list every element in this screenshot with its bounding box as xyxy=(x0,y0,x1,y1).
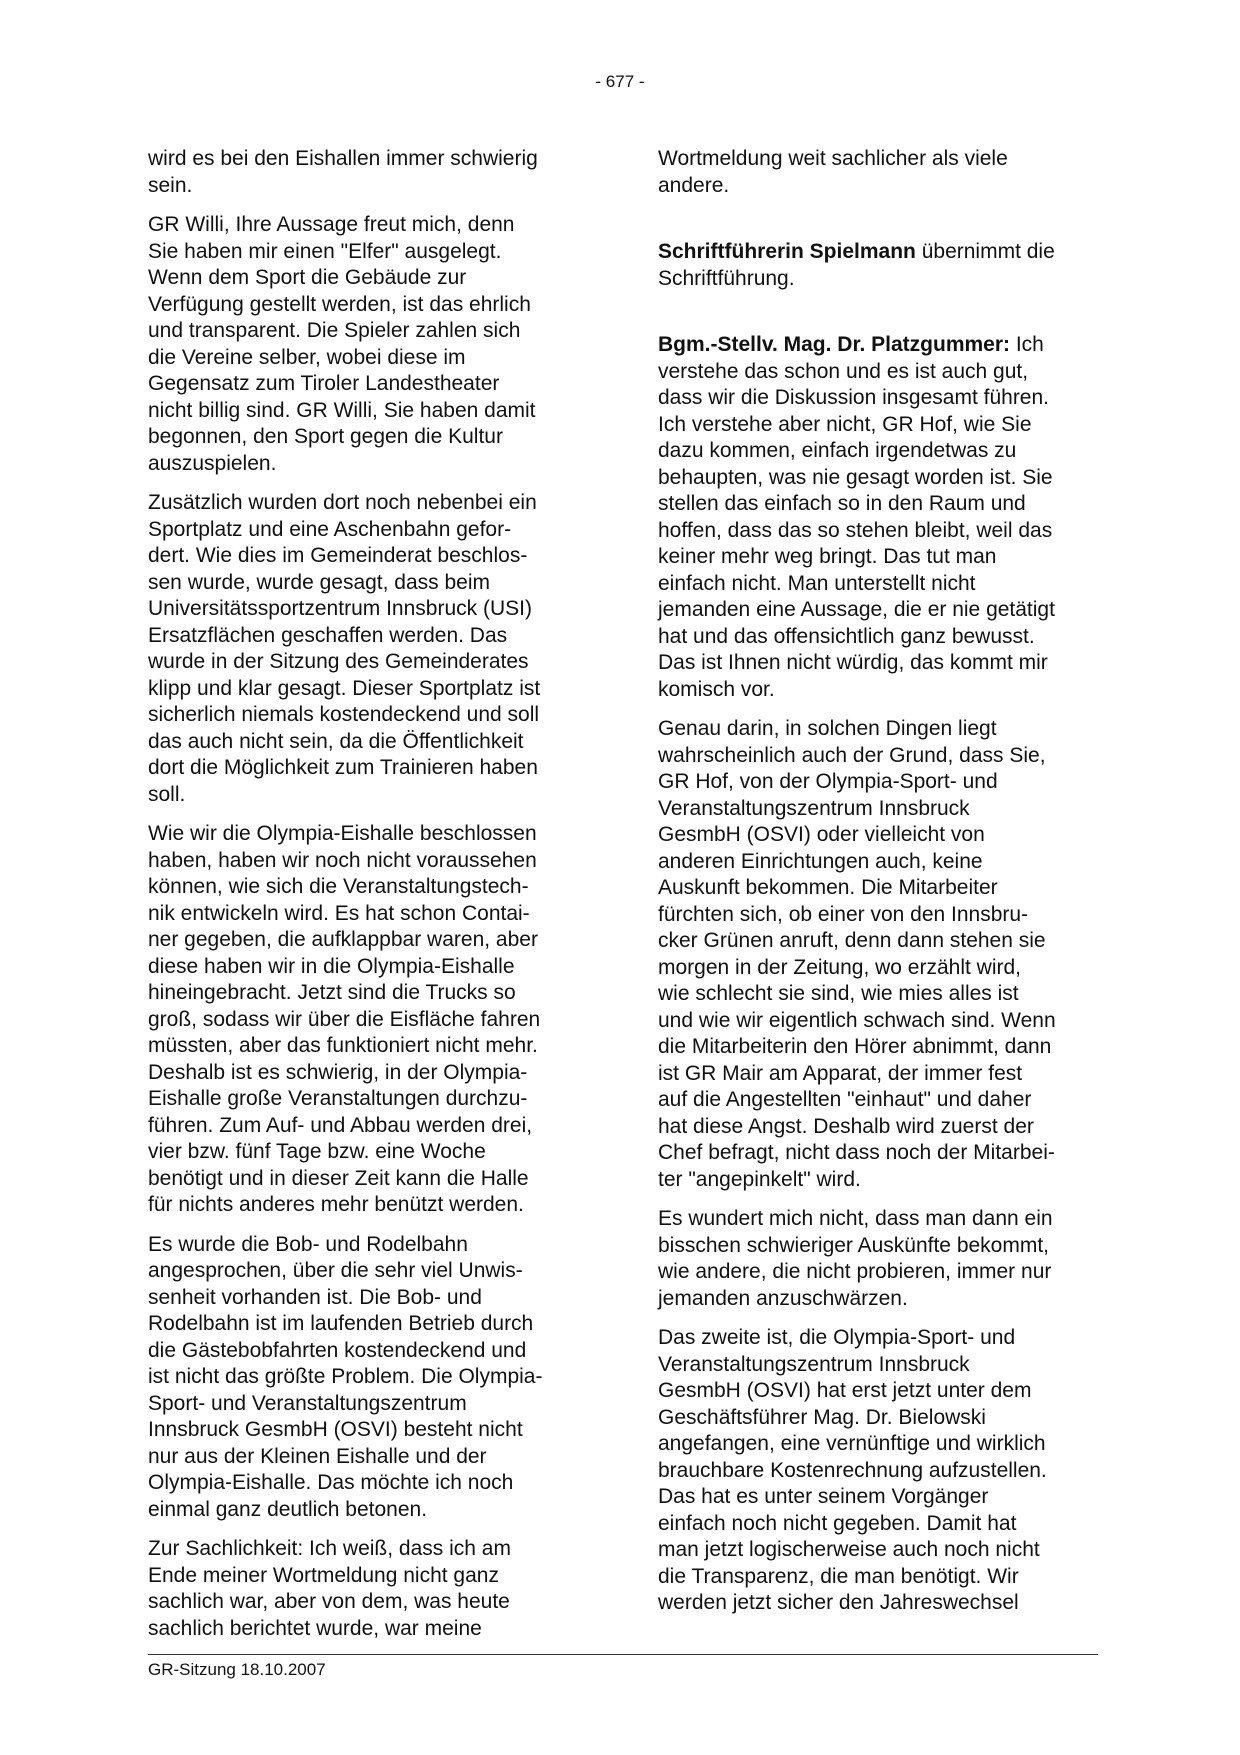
paragraph: GR Willi, Ihre Aussage freut mich, denn Sie haben mir einen "Elfer" ausgelegt. Wenn dem Sport die Gebäude zur Verfügung gestellt werden, ist das ehrlich und transparent. Die Spieler zahlen sich die Vereine selber, wobei diese im Gegensatz zum Tiroler Landestheater nicht billig sind. GR Willi, Sie haben damit begonnen, den Sport gegen die Kultur auszuspielen. xyxy=(148,213,536,475)
paragraph: Es wundert mich nicht, dass man dann ein bisschen schwieriger Auskünfte bekommt, wie andere, die nicht probieren, immer nur jemanden anzuschwärzen. xyxy=(658,1207,1053,1310)
paragraph-text: übernimmt die Schriftführung. xyxy=(658,240,1055,290)
right-column xyxy=(658,146,1093,1630)
paragraph: Es wurde die Bob- und Rodelbahn angesprochen, über die sehr viel Unwis- senheit vorhanden ist. Die Bob- und Rodelbahn ist im laufenden Betrieb durch die Gästebobfahrten kostendeckend und ist nicht das größte Problem. Die Olympia- Sport- und Veranstaltungszentrum Innsbruck GesmbH (OSVI) besteht nicht nur aus der Kleinen Eishalle und der Olympia-Eishalle. Das möchte ich noch einmal ganz deutlich betonen. xyxy=(148,1232,543,1521)
left-column xyxy=(148,146,583,1655)
paragraph: Wortmeldung weit sachlicher als viele andere. xyxy=(658,147,1008,197)
speaker-paragraph xyxy=(658,332,1093,703)
paragraph: Zur Sachlichkeit: Ich weiß, dass ich am Ende meiner Wortmeldung nicht ganz sachlich war, aber von dem, was heute sachlich berichtet wurde, war meine xyxy=(148,1537,511,1640)
footer-divider xyxy=(148,1654,1098,1655)
speaker-name: Bgm.-Stellv. Mag. Dr. Platzgummer: xyxy=(658,333,1011,356)
speaker-name: Schriftführerin Spielmann xyxy=(658,240,916,263)
footer-text: GR-Sitzung 18.10.2007 xyxy=(148,1660,326,1679)
paragraph: Das zweite ist, die Olympia-Sport- und Veranstaltungszentrum Innsbruck GesmbH (OSVI) hat erst jetzt unter dem Geschäftsführer Mag. Dr. Bielowski angefangen, eine vernünftige und wirklich brauchbare Kostenrechnung aufzustellen. Das hat es unter seinem Vorgänger einfach noch nicht gegeben. Damit hat man jetzt logischerweise auch noch nicht die Transparenz, die man benötigt. Wir werden jetzt sicher den Jahreswechsel xyxy=(658,1326,1047,1614)
paragraph: Zusätzlich wurden dort noch nebenbei ein Sportplatz und eine Aschenbahn gefor- dert. Wie dies im Gemeinderat beschlos- sen wurde, wurde gesagt, dass beim Universitätssportzentrum Innsbruck (USI) Ersatzflächen geschaffen werden. Das wurde in der Sitzung des Gemeinderates klipp und klar gesagt. Dieser Sportplatz ist sicherlich niemals kostendeckend und soll das auch nicht sein, da die Öffentlichkeit dort die Möglichkeit zum Trainieren haben soll. xyxy=(148,491,541,806)
page-number: - 677 - xyxy=(595,72,645,91)
paragraph-text: Ich verstehe das schon und es ist auch gut, dass wir die Diskussion insgesamt führen. Ich verstehe aber nicht, GR Hof, wie Sie dazu kommen, einfach irgendetwas zu behaupten, was nie gesagt worden ist. Sie stellen das einfach so in den Raum und hoffen, dass das so stehen bleibt, weil das keiner mehr weg bringt. Das tut man einfach nicht. Man unterstellt nicht jemanden eine Aussage, die er nie getätigt hat und das offensichtlich ganz bewusst. Das ist Ihnen nicht würdig, das kommt mir komisch vor. xyxy=(658,333,1055,701)
speaker-paragraph xyxy=(658,239,1093,292)
paragraph: Genau darin, in solchen Dingen liegt wahrscheinlich auch der Grund, dass Sie, GR Hof, von der Olympia-Sport- und Veranstaltungszentrum Innsbruck GesmbH (OSVI) oder vielleicht von anderen Einrichtungen auch, keine Auskunft bekommen. Die Mitarbeiter fürchten sich, ob einer von den Innsbru- cker Grünen anruft, denn dann stehen sie morgen in der Zeitung, wo erzählt wird, wie schlecht sie sind, wie mies alles ist und wie wir eigentlich schwach sind. Wenn die Mitarbeiterin den Hörer abnimmt, dann ist GR Mair am Apparat, der immer fest auf die Angestellten "einhaut" und daher hat diese Angst. Deshalb wird zuerst der Chef befragt, nicht dass noch der Mitarbei- ter "angepinkelt" wird. xyxy=(658,717,1056,1191)
paragraph: wird es bei den Eishallen immer schwierig sein. xyxy=(148,147,538,197)
paragraph: Wie wir die Olympia-Eishalle beschlossen haben, haben wir noch nicht voraussehen können, wie sich die Veranstaltungstech- nik entwickeln wird. Es hat schon Contai- ner gegeben, die aufklappbar waren, aber diese haben wir in die Olympia-Eishalle hineingebracht. Jetzt sind die Trucks so groß, sodass wir über die Eisfläche fahren müssten, aber das funktioniert nicht mehr. Deshalb ist es schwierig, in der Olympia- Eishalle große Veranstaltungen durchzu- führen. Zum Auf- und Abbau werden drei, vier bzw. fünf Tage bzw. eine Woche benötigt und in dieser Zeit kann die Halle für nichts anderes mehr benützt werden. xyxy=(148,822,541,1216)
